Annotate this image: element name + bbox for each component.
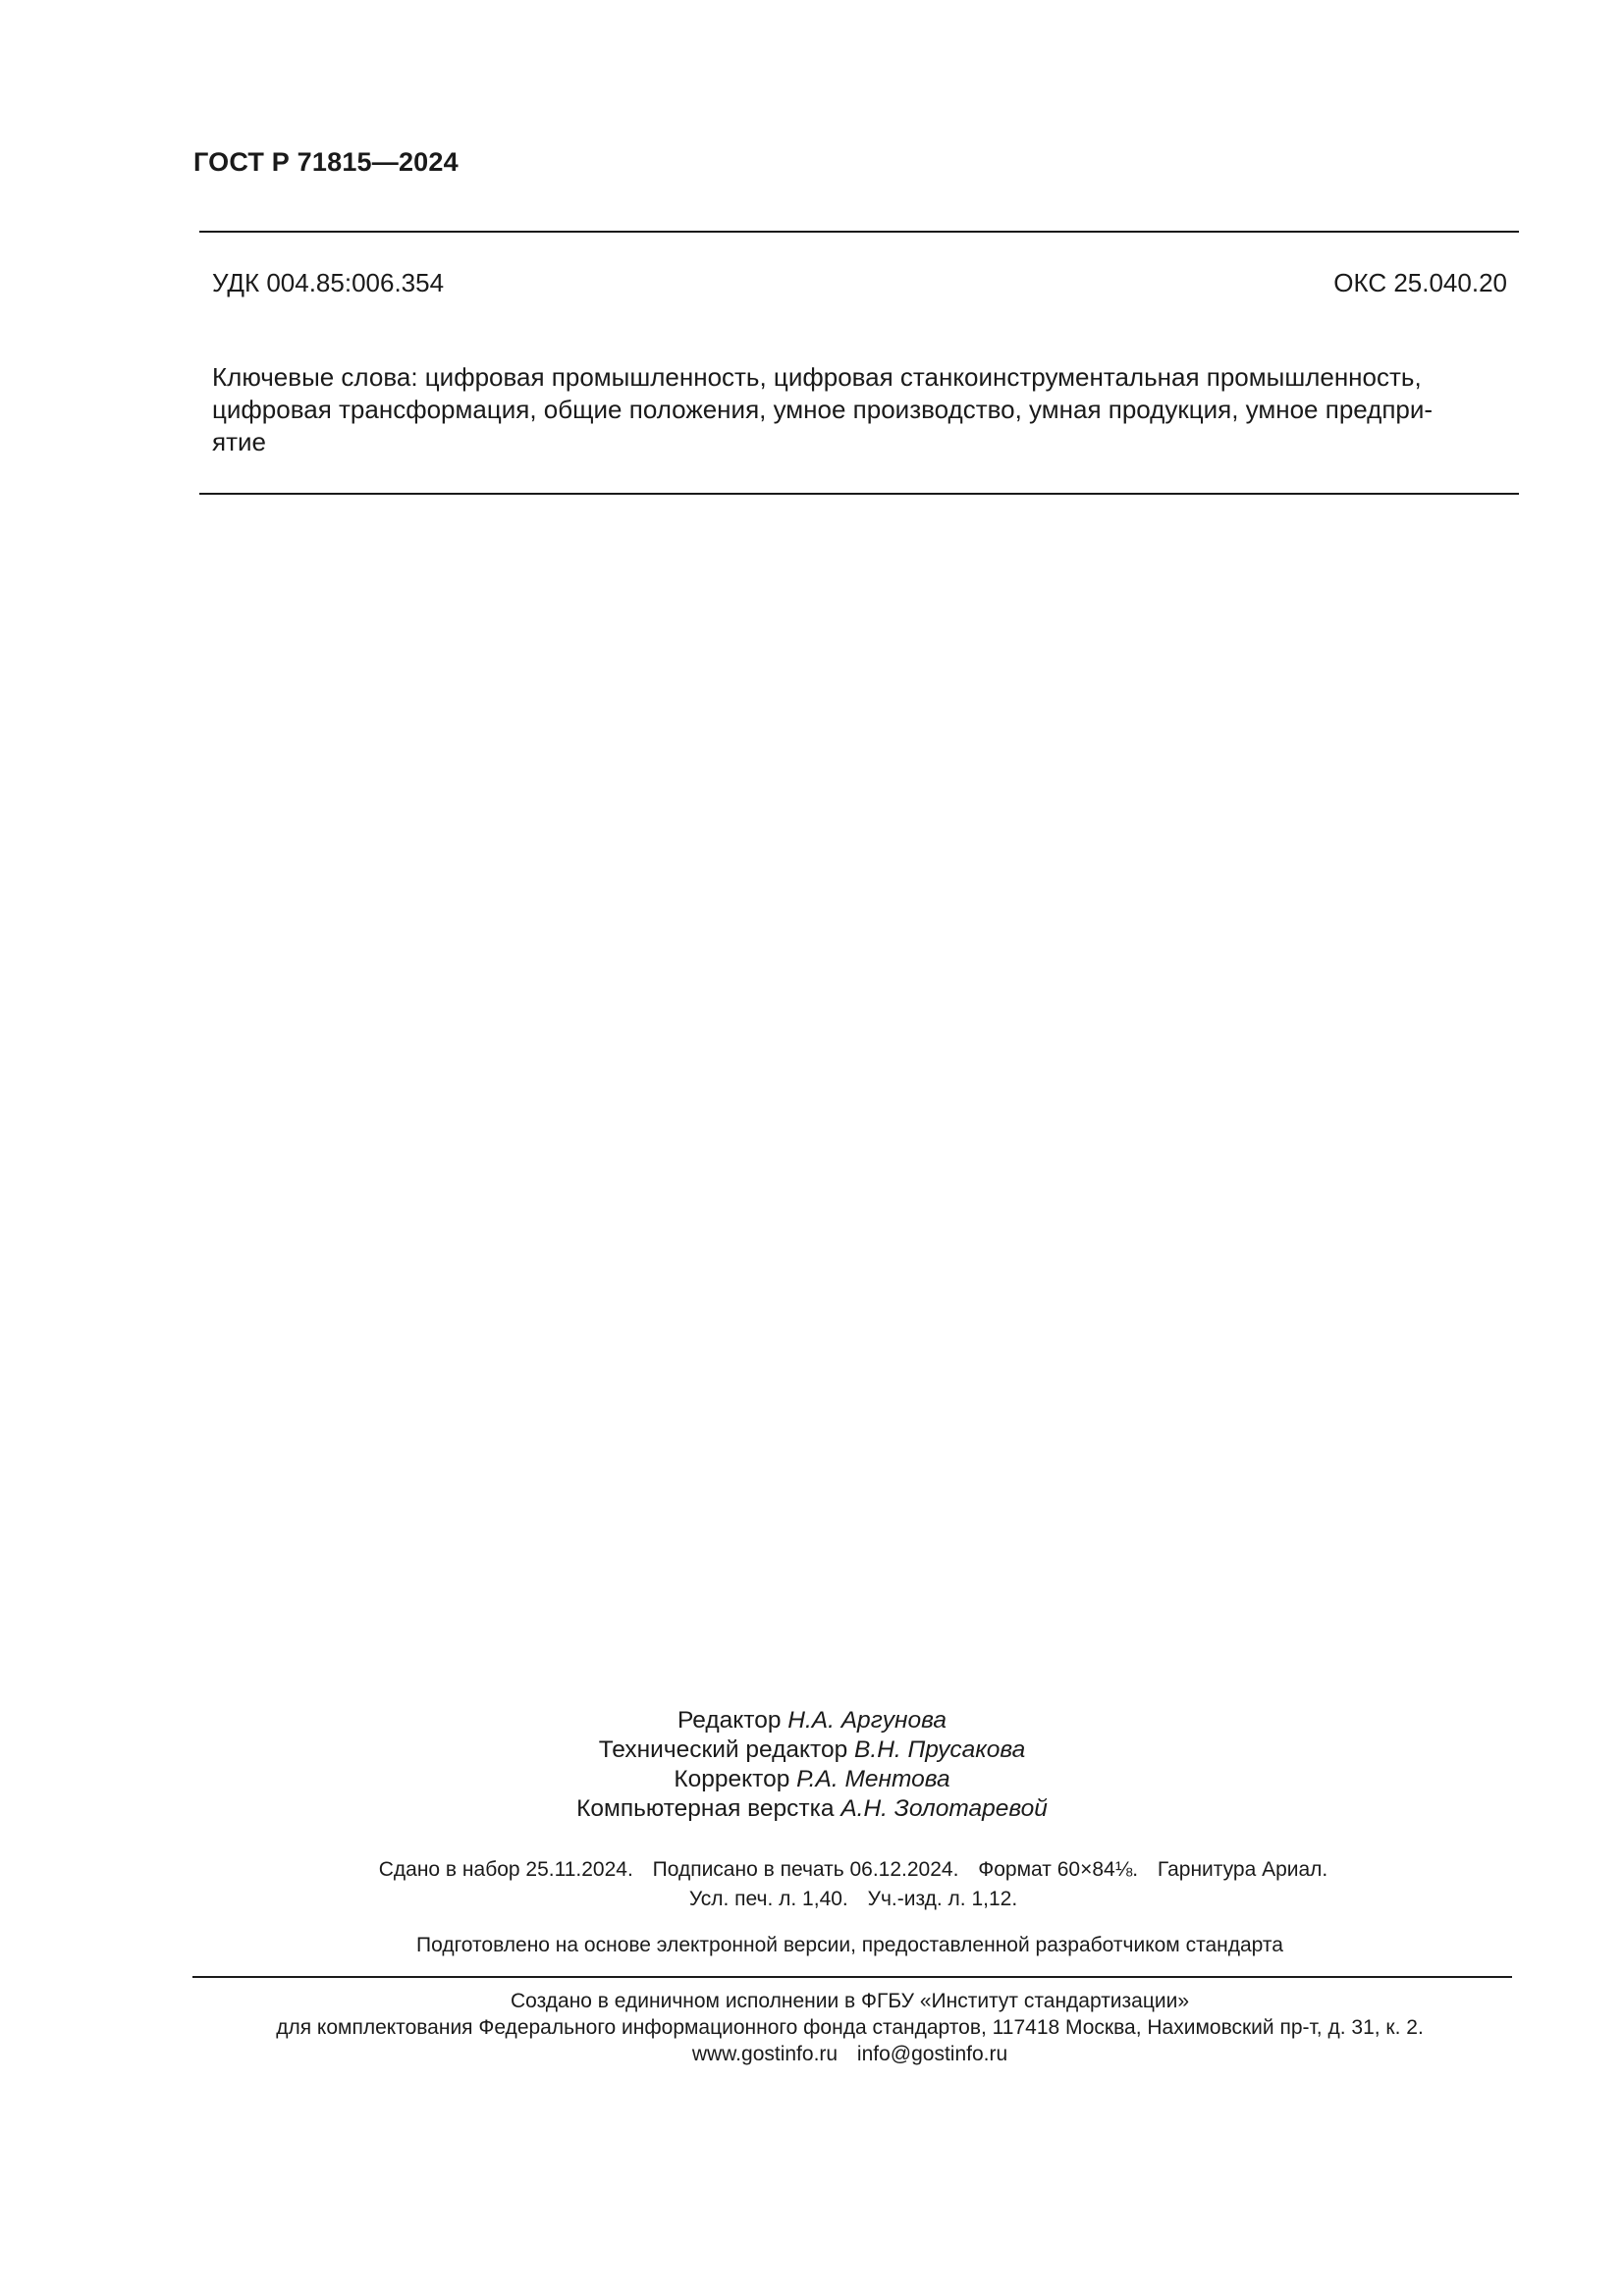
imprint-line-1: Создано в единичном исполнении в ФГБУ «Институт стандартизации» <box>510 1990 1190 2012</box>
credits-block <box>0 1706 1624 1824</box>
credit-technical-editor <box>0 1735 1624 1765</box>
credit-layout <box>0 1794 1624 1824</box>
credit-proofreader <box>0 1765 1624 1794</box>
typeface: Гарнитура Ариал. <box>1157 1858 1328 1881</box>
print-info-line-1 <box>0 1855 1624 1885</box>
imprint-contacts <box>0 2041 1624 2067</box>
oks-code: ОКС 25.040.20 <box>1333 268 1507 297</box>
website-link[interactable]: www.gostinfo.ru <box>691 2043 839 2065</box>
publisher-sheets: Уч.-изд. л. 1,12. <box>867 1888 1018 1910</box>
keywords-block <box>212 361 1514 458</box>
imprint-block <box>0 1988 1624 2067</box>
top-divider <box>199 231 1519 233</box>
prepared-note: Подготовлено на основе электронной версии, предоставленной разработчиком стандарта <box>416 1934 1283 1956</box>
keywords-divider <box>199 493 1519 495</box>
credit-role: Технический редактор <box>598 1736 848 1763</box>
credit-name: А.Н. Золотаревой <box>840 1795 1048 1822</box>
imprint-divider <box>192 1976 1512 1978</box>
credit-role: Компьютерная верстка <box>576 1795 835 1822</box>
credit-name: В.Н. Прусакова <box>854 1736 1026 1763</box>
keywords-line: ятие <box>212 427 266 456</box>
print-info <box>0 1855 1624 1914</box>
credit-editor <box>0 1706 1624 1735</box>
keywords-line: цифровая трансформация, общие положения, умное производство, умная продукция, умное предпри- <box>212 395 1434 424</box>
printed-sheets: Усл. печ. л. 1,40. <box>688 1888 848 1910</box>
signed-to-print-date: Подписано в печать 06.12.2024. <box>652 1858 959 1881</box>
credit-role: Редактор <box>677 1707 782 1734</box>
imprint-line-2: для комплектования Федерального информационного фонда стандартов, 117418 Москва, Нахимовский пр-т, д. 31, к. 2. <box>276 2016 1424 2039</box>
document-code: ГОСТ Р 71815—2024 <box>193 147 459 177</box>
typeset-date: Сдано в набор 25.11.2024. <box>378 1858 633 1881</box>
email-link[interactable]: info@gostinfo.ru <box>856 2043 1008 2065</box>
paper-format: Формат 60×84⅛. <box>978 1858 1139 1881</box>
udk-code: УДК 004.85:006.354 <box>212 268 445 297</box>
credit-name: Н.А. Аргунова <box>787 1707 947 1734</box>
keywords-line: Ключевые слова: цифровая промышленность, цифровая станкоинструментальная промышленность, <box>212 362 1422 392</box>
print-info-line-2 <box>0 1885 1624 1914</box>
credit-role: Корректор <box>674 1766 790 1792</box>
credit-name: Р.А. Ментова <box>796 1766 950 1792</box>
